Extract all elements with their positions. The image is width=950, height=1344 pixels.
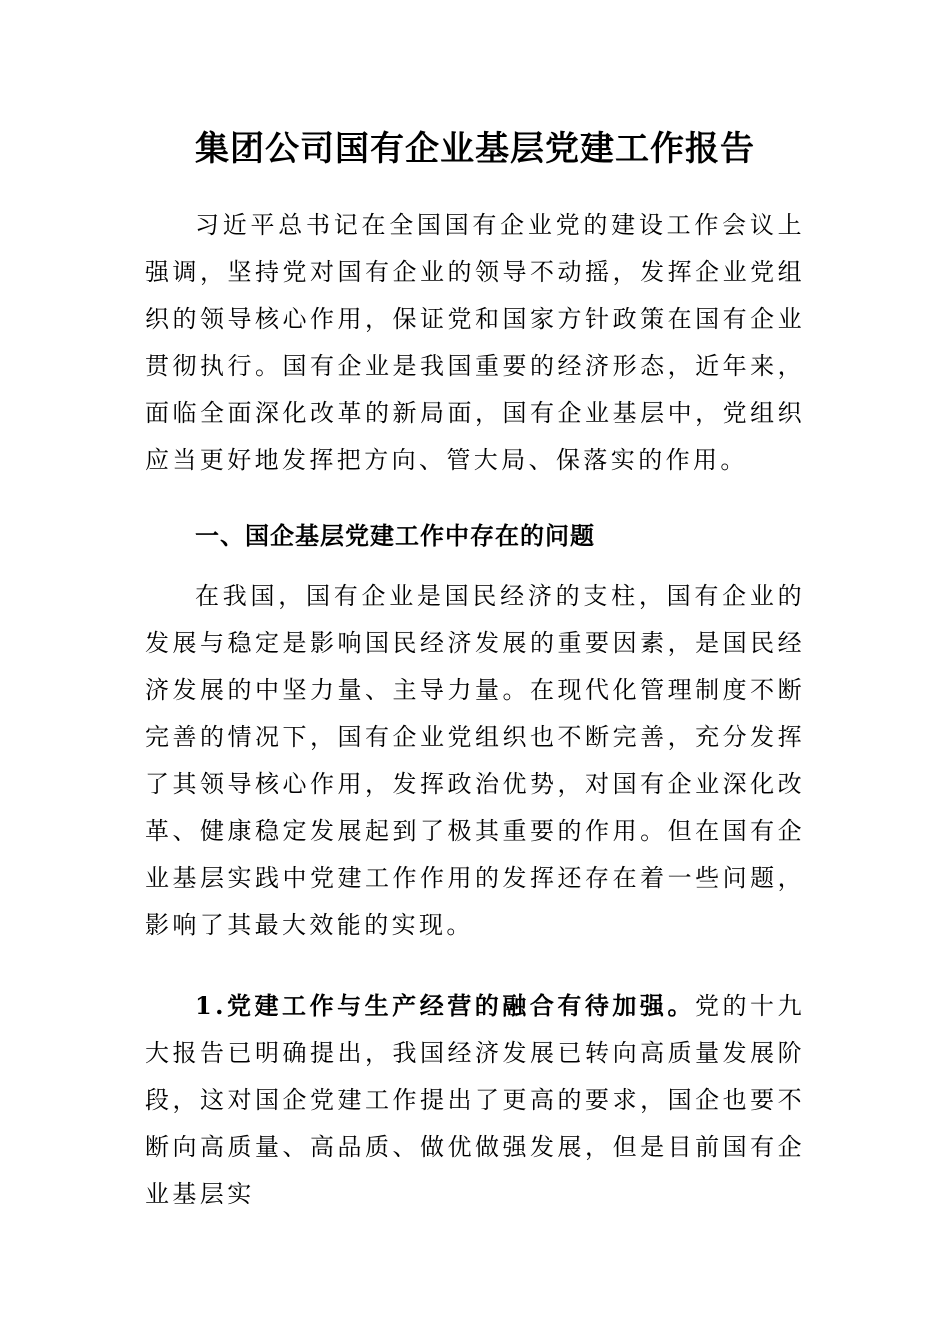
point-1-paragraph [145, 982, 805, 1218]
point-1-lead: 1.党建工作与生产经营的融合有待加强。 [195, 991, 695, 1020]
document-title: 集团公司国有企业基层党建工作报告 [195, 129, 755, 169]
section-heading-1: 一、国企基层党建工作中存在的问题 [195, 521, 595, 550]
point-1-body: 党的十九大报告已明确提出，我国经济发展已转向高质量发展阶段，这对国企党建工作提出了更高的要求，国企也要不断向高质量、高品质、做优做强发展，但是目前国有企业基层实 [145, 992, 805, 1208]
intro-paragraph: 习近平总书记在全国国有企业党的建设工作会议上强调，坚持党对国有企业的领导不动摇，发挥企业党组织的领导核心作用，保证党和国家方针政策在国有企业贯彻执行。国有企业是我国重要的经济形态，近年来，面临全面深化改革的新局面，国有企业基层中，党组织应当更好地发挥把方向、管大局、保落实的作用。 [145, 211, 805, 474]
section-1-paragraph: 在我国，国有企业是国民经济的支柱，国有企业的发展与稳定是影响国民经济发展的重要因素，是国民经济发展的中坚力量、主导力量。在现代化管理制度不断完善的情况下，国有企业党组织也不断完善，充分发挥了其领导核心作用，发挥政治优势，对国有企业深化改革、健康稳定发展起到了极其重要的作用。但在国有企业基层实践中党建工作作用的发挥还存在着一些问题，影响了其最大效能的实现。 [145, 582, 805, 939]
